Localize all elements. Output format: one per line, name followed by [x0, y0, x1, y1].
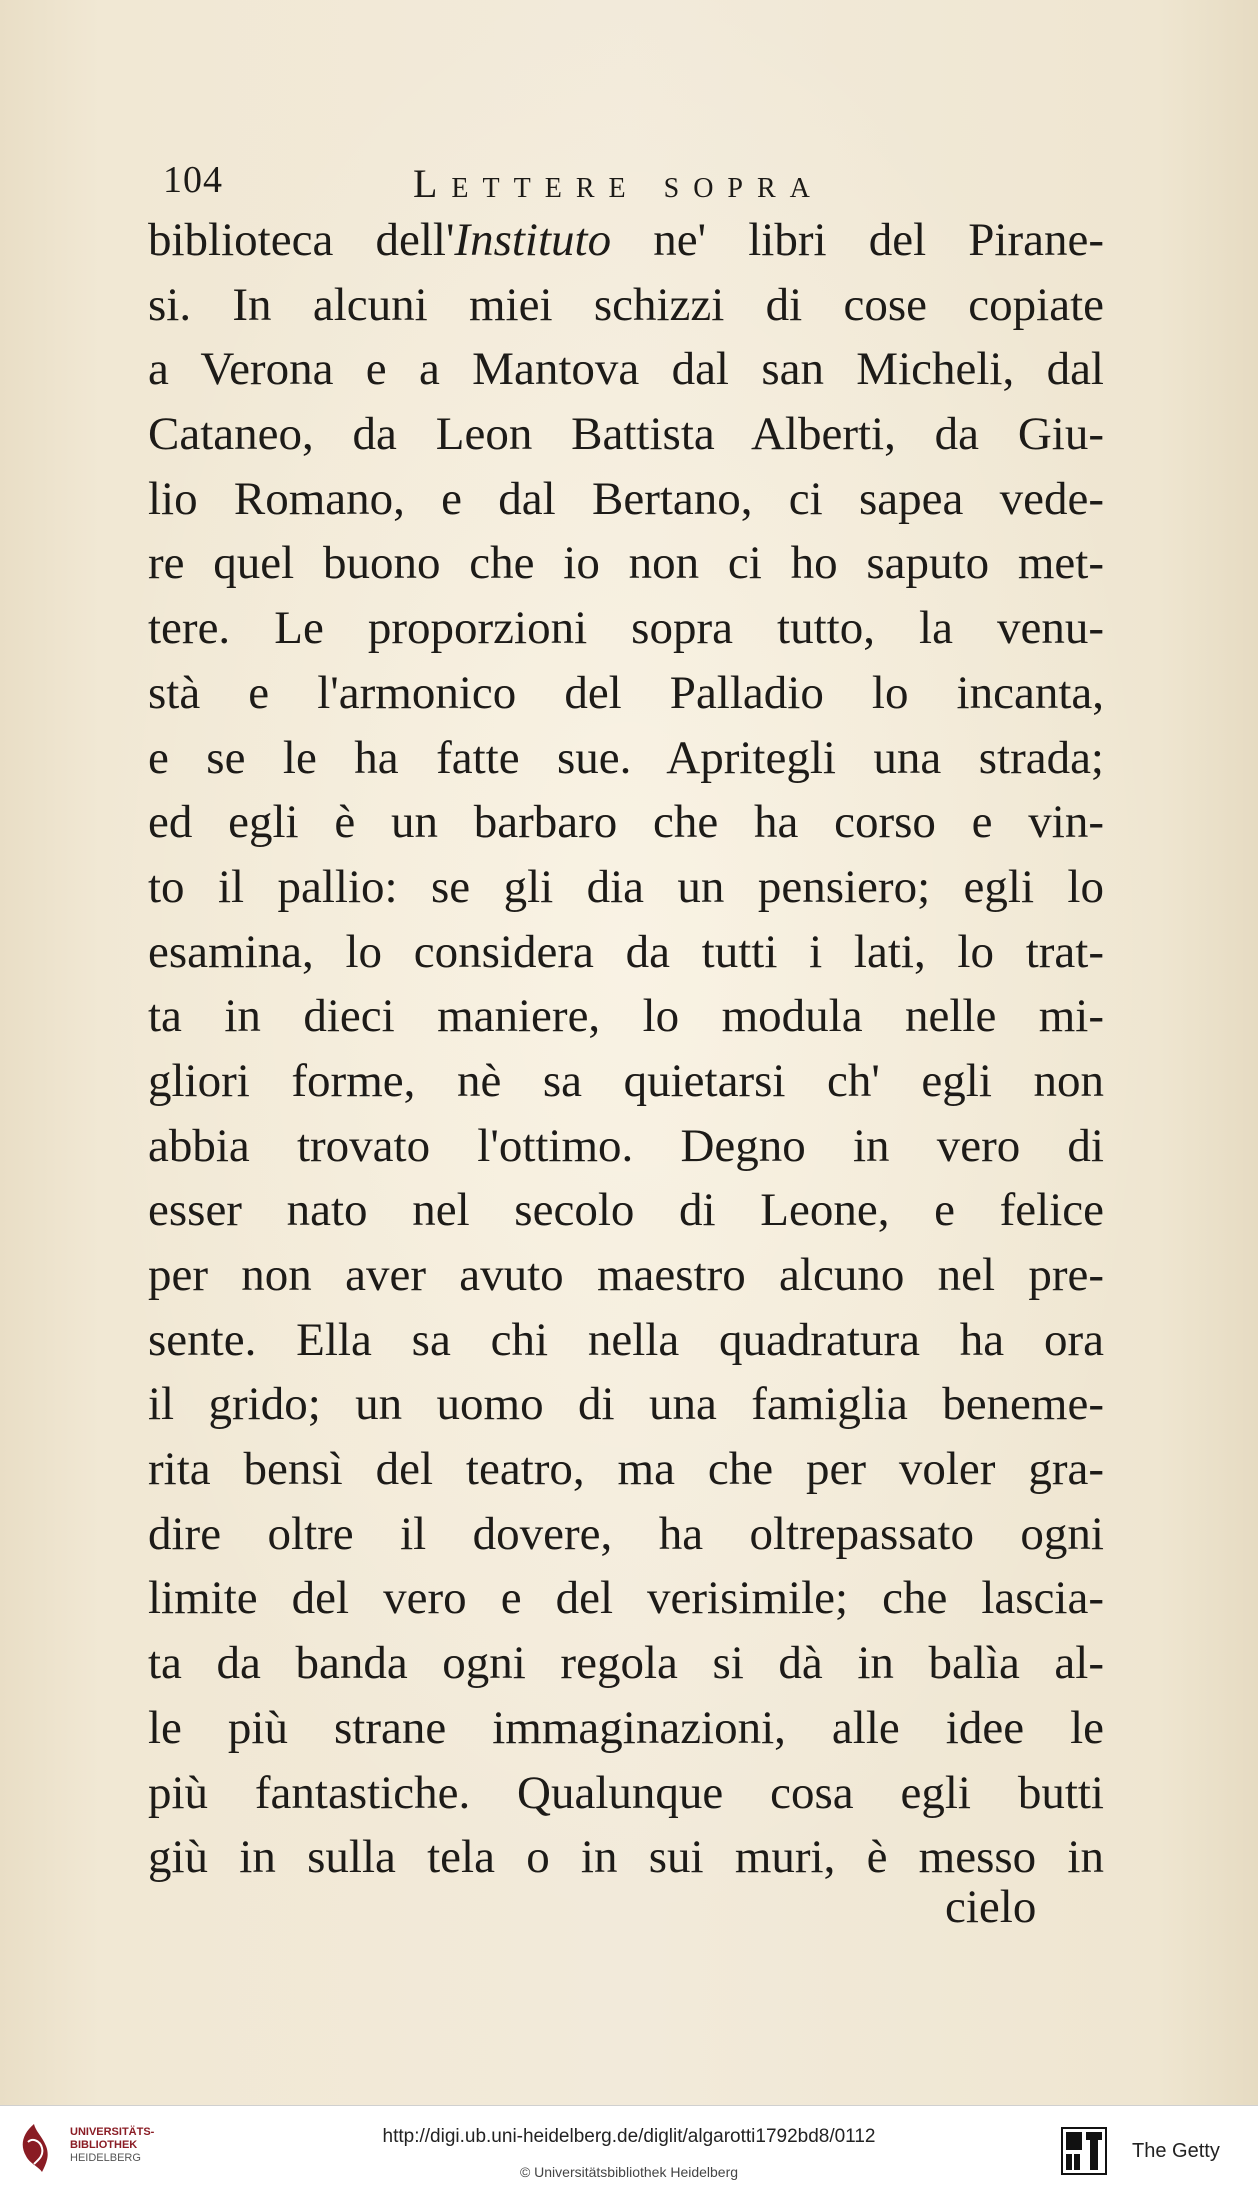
text-line: il grido; un uomo di una famiglia beneme- [148, 1378, 1104, 1431]
text-line: Cataneo, da Leon Battista Alberti, da Giu- [148, 408, 1104, 461]
text-line: tere. Le proporzioni sopra tutto, la venu- [148, 602, 1104, 655]
library-name-line3: HEIDELBERG [70, 2152, 141, 2164]
text-line: esser nato nel secolo di Leone, e felice [148, 1184, 1104, 1237]
text-line: sente. Ella sa chi nella quadratura ha ora [148, 1313, 1104, 1366]
text-line: ed egli è un barbaro che ha corso e vin- [148, 796, 1104, 849]
catchword: cielo [945, 1881, 1037, 1933]
partner-name: The Getty [1132, 2140, 1220, 2162]
text-line: to il pallio: se gli dia un pensiero; egli lo [148, 860, 1104, 913]
text-line: per non aver avuto maestro alcuno nel pre- [148, 1249, 1104, 1301]
library-name-line2: BIBLIOTHEK [70, 2139, 138, 2151]
text-line: dire oltre il dovere, ha oltrepassato ogni [148, 1507, 1104, 1560]
text-line: giù in sulla tela o in sui muri, è messo in [148, 1831, 1104, 1884]
text-line: limite del vero e del verisimile; che lascia- [148, 1572, 1104, 1625]
library-name-line1: UNIVERSITÄTS- [70, 2126, 155, 2138]
copyright-notice: © Universitätsbibliothek Heidelberg [519, 2164, 739, 2180]
text-line: più fantastiche. Qualunque cosa egli butti [148, 1766, 1104, 1819]
text-line: si. In alcuni miei schizzi di cose copiate [148, 278, 1104, 331]
text-line: gliori forme, nè sa quietarsi ch' egli non [148, 1054, 1104, 1107]
running-title: Lettere sopra [413, 161, 824, 206]
text-line: ta in dieci maniere, lo modula nelle mi- [148, 990, 1104, 1043]
page-number: 104 [163, 159, 223, 201]
footer-bar [0, 2105, 1258, 2193]
text-line: biblioteca dell'Instituto ne' libri del Pirane- [148, 214, 1105, 266]
text-line: lio Romano, e dal Bertano, ci sapea vede- [148, 472, 1104, 525]
text-line: re quel buono che io non ci ho saputo met- [148, 537, 1104, 590]
page-header [163, 158, 883, 208]
text-line: e se le ha fatte sue. Apritegli una strada; [148, 731, 1104, 784]
text-line: ta da banda ogni regola si dà in balìa al- [148, 1637, 1104, 1690]
body-text [148, 208, 1104, 1890]
text-line: abbia trovato l'ottimo. Degno in vero di [148, 1119, 1104, 1172]
text-line: a Verona e a Mantova dal san Micheli, dal [148, 343, 1104, 396]
text-line: rita bensì del teatro, ma che per voler gra- [148, 1443, 1104, 1496]
text-line: le più strane immaginazioni, alle idee le [148, 1701, 1104, 1754]
text-line: esamina, lo considera da tutti i lati, lo trat- [148, 925, 1104, 978]
getty-logo-icon [1060, 2126, 1108, 2176]
permalink-url[interactable]: http://digi.ub.uni-heidelberg.de/diglit/algarotti1792bd8/0112 [382, 2126, 876, 2147]
text-line: stà e l'armonico del Palladio lo incanta, [148, 666, 1104, 719]
